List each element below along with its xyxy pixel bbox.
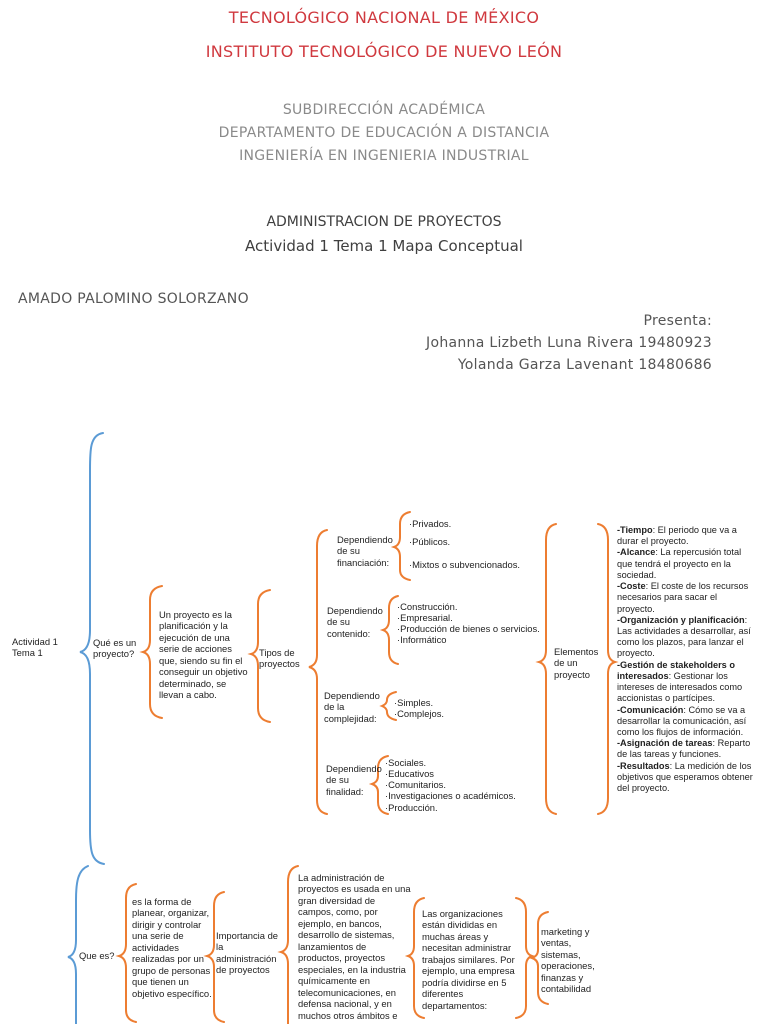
subdirection-label: SUBDIRECCIÓN ACADÉMICA [282, 102, 486, 118]
activity-title: Actividad 1 Tema 1 Mapa Conceptual [245, 237, 523, 255]
purpose-item: ·Educativos [385, 768, 434, 779]
types-node: Tipos de proyectos [259, 647, 300, 670]
map-root-node: Actividad 1 Tema 1 [12, 636, 58, 659]
purpose-node: Dependiendo de su finalidad: [326, 763, 382, 797]
financing-item: ·Privados. [409, 518, 452, 529]
definition-node: Un proyecto es la planificación y la ejecución de una serie de acciones que, siendo su fin el conseguir un objetivo determinado, se llevan a cabo. [159, 609, 248, 701]
elements-node: Elementos de un proyecto [554, 646, 599, 680]
content-node: Dependiendo de su contenido: [327, 605, 383, 639]
department-label: DEPARTAMENTO DE EDUCACIÓN A DISTANCIA [218, 125, 550, 141]
purpose-item: ·Comunitarios. [385, 779, 446, 790]
element-entry: -Tiempo: El periodo que va a durar el proyecto. [617, 525, 737, 547]
elements-list [617, 525, 755, 794]
complexity-item: ·Complejos. [394, 708, 445, 719]
course-title: ADMINISTRACION DE PROYECTOS [266, 214, 502, 230]
content-item: ·Producción de bienes o servicios. [397, 623, 540, 634]
campus-title: INSTITUTO TECNOLÓGICO DE NUEVO LEÓN [205, 42, 563, 61]
map2-definition-node: es la forma de planear, organizar, dirigir y controlar una serie de actividades realizadas por un grupo de personas que tienen un objetivo específico. [132, 896, 212, 999]
teacher-name: AMADO PALOMINO SOLORZANO [18, 291, 249, 307]
complexity-node: Dependiendo de la complejidad: [324, 690, 380, 724]
content-item: ·Informático [397, 634, 447, 645]
element-entry: -Resultados: La medición de los objetivos que esperamos obtener del proyecto. [617, 760, 753, 794]
student-2: Yolanda Garza Lavenant 18480686 [457, 357, 712, 373]
purpose-item: ·Sociales. [385, 757, 427, 768]
purpose-item: ·Investigaciones o académicos. [385, 790, 516, 801]
map2-importance-node: Importancia de la administración de proyectos [216, 930, 279, 976]
question-node: Qué es un proyecto? [93, 637, 137, 660]
content-item: ·Construcción. [397, 601, 458, 612]
financing-node: Dependiendo de su financiación: [337, 534, 393, 568]
map2-question-node: Que es? [79, 950, 115, 961]
financing-item: ·Públicos. [409, 536, 451, 547]
complexity-item: ·Simples. [394, 697, 434, 708]
element-entry: -Alcance: La repercusión total que tendrá el proyecto en la sociedad. [617, 547, 742, 580]
map2-organizations-node: Las organizaciones están divididas en muchas áreas y necesitan administrar trabajos similares. Por ejemplo, una empresa podría dividirse en 5 diferentes departamentos: [422, 908, 515, 1011]
element-entry: -Coste: El coste de los recursos necesarios para sacar el proyecto. [617, 581, 749, 614]
map2-usage-node: La administración de proyectos es usada en una gran diversidad de campos, como, por ejemplo, en bancos, desarrollo de sistemas, lanzamientos de productos, proyectos especiales, en la industria químicamente en telecomunicaciones, en defensa nacional, y en muchos otros ámbitos e [298, 872, 411, 1021]
presenta-label: Presenta: [643, 313, 712, 329]
map2-bracket [68, 866, 88, 1024]
element-entry: -Asignación de tareas: Reparto de las tareas y funciones. [617, 738, 751, 760]
subtypes-bracket [309, 530, 327, 814]
map2-departments-node: marketing y ventas, sistemas, operaciones, finanzas y contabilidad [541, 926, 595, 995]
map2-usage-bracket [281, 866, 298, 1024]
element-entry: -Comunicación: Cómo se va a desarrollar la comunicación, así como los flujos de información. [617, 704, 747, 737]
element-entry: -Organización y planificación: Las actividades a desarrollar, así como los plazos, para lanzar el proyecto. [617, 614, 751, 659]
element-entry: -Gestión de stakeholders o interesados: Gestionar los intereses de interesados como accionistas o partícipes. [617, 659, 743, 704]
student-1: Johanna Lizbeth Luna Rivera 19480923 [426, 335, 712, 351]
content-item: ·Empresarial. [397, 612, 453, 623]
institution-title: TECNOLÓGICO NACIONAL DE MÉXICO [228, 8, 540, 27]
program-label: INGENIERÍA EN INGENIERIA INDUSTRIAL [239, 148, 529, 164]
financing-item: ·Mixtos o subvencionados. [409, 559, 520, 570]
purpose-item: ·Producción. [385, 802, 438, 813]
